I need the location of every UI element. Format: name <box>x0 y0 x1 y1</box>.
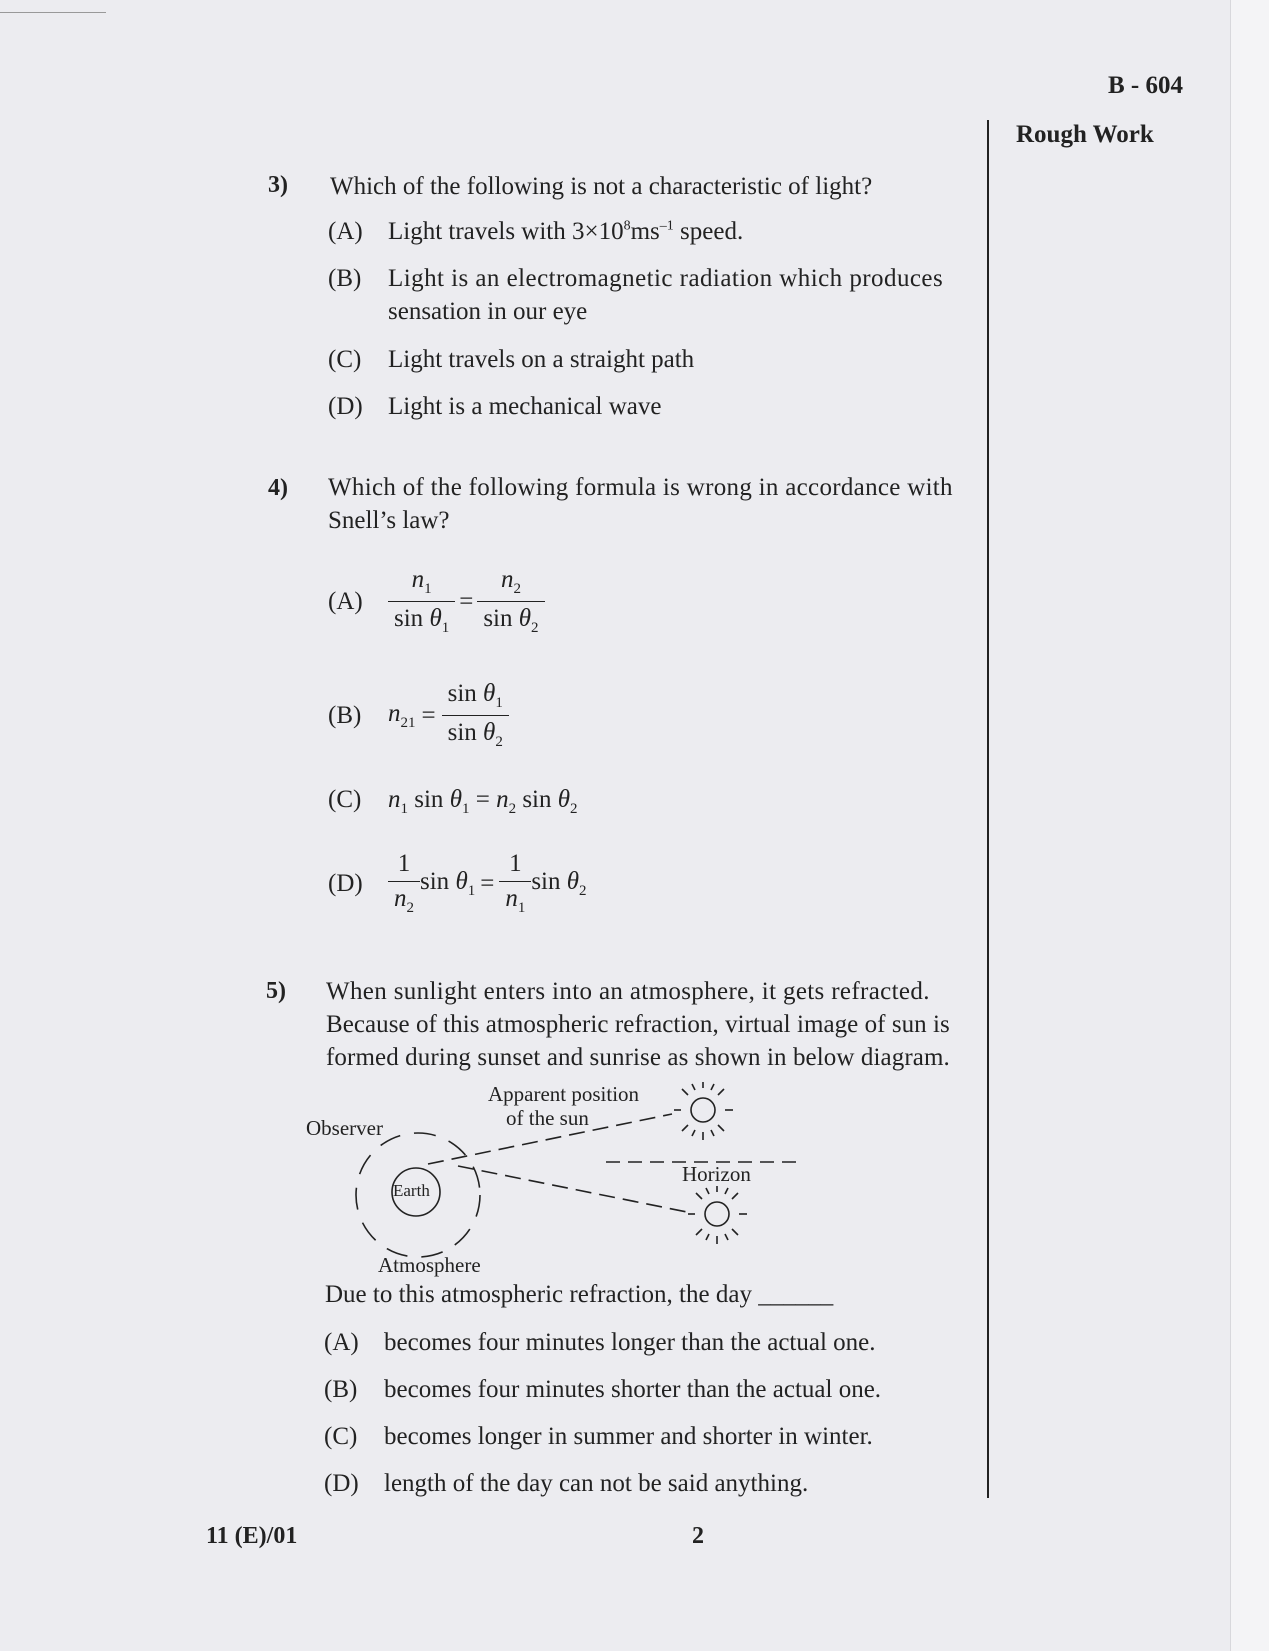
question-3-option-b-line2: sensation in our eye <box>388 298 588 325</box>
formula-fraction: $\frac{\sin \theta_1}{\sin \theta_2}$ <box>442 680 509 751</box>
paper-code: B - 604 <box>1108 72 1183 99</box>
question-3-number: 3) <box>268 172 288 198</box>
question-5-text-line2: Because of this atmospheric refraction, virtual image of sun is <box>326 1011 950 1038</box>
horizon-label: Horizon <box>682 1162 751 1186</box>
formula-fraction: $\frac{n_2}{\sin \theta_2}$ <box>477 566 544 637</box>
option-text: Light travels with $3\times 10^8ms^{-1}$ speed. <box>388 218 744 245</box>
footer-paper-id: 11 (E)/01 <box>206 1523 298 1549</box>
question-3-option-b <box>328 265 943 293</box>
option-label: (C) <box>328 786 362 813</box>
question-5-number: 5) <box>266 978 286 1004</box>
question-4-option-c <box>328 786 578 818</box>
question-4-option-a: (A) $\frac{n_1}{\sin \theta_1}$ = $\frac{n_2}{\sin \theta_2}$ <box>328 566 545 637</box>
actual-ray <box>458 1166 692 1213</box>
question-5-stem: Due to this atmospheric refraction, the day ______ <box>325 1281 834 1308</box>
option-text: length of the day can not be said anything. <box>384 1470 809 1497</box>
option-text: becomes four minutes longer than the actual one. <box>384 1329 876 1356</box>
page-right-margin <box>1230 0 1269 1651</box>
page-edge-line <box>0 12 106 13</box>
question-3-option-a <box>328 218 743 246</box>
option-text: becomes four minutes shorter than the actual one. <box>384 1376 882 1403</box>
question-5-option-a <box>324 1329 876 1357</box>
apparent-position-label-line1: Apparent position <box>488 1082 640 1106</box>
formula: $n_1$ $\sin \theta_1 = n_2$ $\sin \theta_2$ <box>388 786 578 817</box>
apparent-sun-icon <box>674 1082 733 1140</box>
question-5-option-b <box>324 1376 881 1404</box>
atmosphere-label: Atmosphere <box>378 1253 481 1277</box>
option-label: (C) <box>324 1423 358 1450</box>
option-text: becomes longer in summer and shorter in winter. <box>384 1423 873 1450</box>
option-label: (B) <box>328 701 362 729</box>
option-label: (A) <box>328 587 363 615</box>
question-3-option-d <box>328 393 662 421</box>
option-label: (D) <box>324 1470 359 1497</box>
question-5-option-d <box>324 1470 808 1498</box>
question-5-text-line3: formed during sunset and sunrise as shown in below diagram. <box>326 1044 950 1071</box>
formula-fraction: $\frac{1}{n_1}$ <box>499 850 531 917</box>
option-text: Light is a mechanical wave <box>388 393 662 420</box>
option-label: (C) <box>328 346 362 373</box>
apparent-position-label-line2: of the sun <box>506 1106 589 1130</box>
rough-work-divider <box>987 120 989 1498</box>
observer-label: Observer <box>306 1116 383 1140</box>
question-3-text: Which of the following is not a characteristic of light? <box>330 173 873 200</box>
option-label: (B) <box>328 265 362 292</box>
option-label: (B) <box>324 1376 358 1403</box>
formula-fraction: $\frac{n_1}{\sin \theta_1}$ <box>388 566 455 637</box>
question-5-text-line1: When sunlight enters into an atmosphere, it gets refracted. <box>326 978 930 1005</box>
question-4-text-line1: Which of the following formula is wrong in accordance with <box>328 474 953 501</box>
question-4-option-b: (B) $n_{21}$ = $\frac{\sin \theta_1}{\sin \theta_2}$ <box>328 680 509 751</box>
option-text: Light travels on a straight path <box>388 346 695 373</box>
option-label: (A) <box>324 1329 359 1356</box>
option-label: (A) <box>328 218 363 245</box>
question-5-option-c <box>324 1423 873 1451</box>
question-4-number: 4) <box>268 475 288 501</box>
page-number: 2 <box>692 1523 704 1549</box>
earth-label: Earth <box>393 1181 430 1200</box>
question-4-text-line2: Snell’s law? <box>328 507 450 534</box>
formula-fraction: $\frac{1}{n_2}$ <box>388 850 420 917</box>
option-label: (D) <box>328 393 363 420</box>
question-4-option-d: (D) $\frac{1}{n_2}$ $\sin \theta_1$ = $\frac{1}{n_1}$ $\sin \theta_2$ <box>328 850 587 916</box>
option-label: (D) <box>328 869 363 897</box>
question-3-option-c <box>328 346 694 374</box>
actual-sun-icon <box>688 1186 747 1244</box>
rough-work-label: Rough Work <box>1016 121 1154 148</box>
option-text-line1: Light is an electromagnetic radiation which produces <box>388 265 944 292</box>
